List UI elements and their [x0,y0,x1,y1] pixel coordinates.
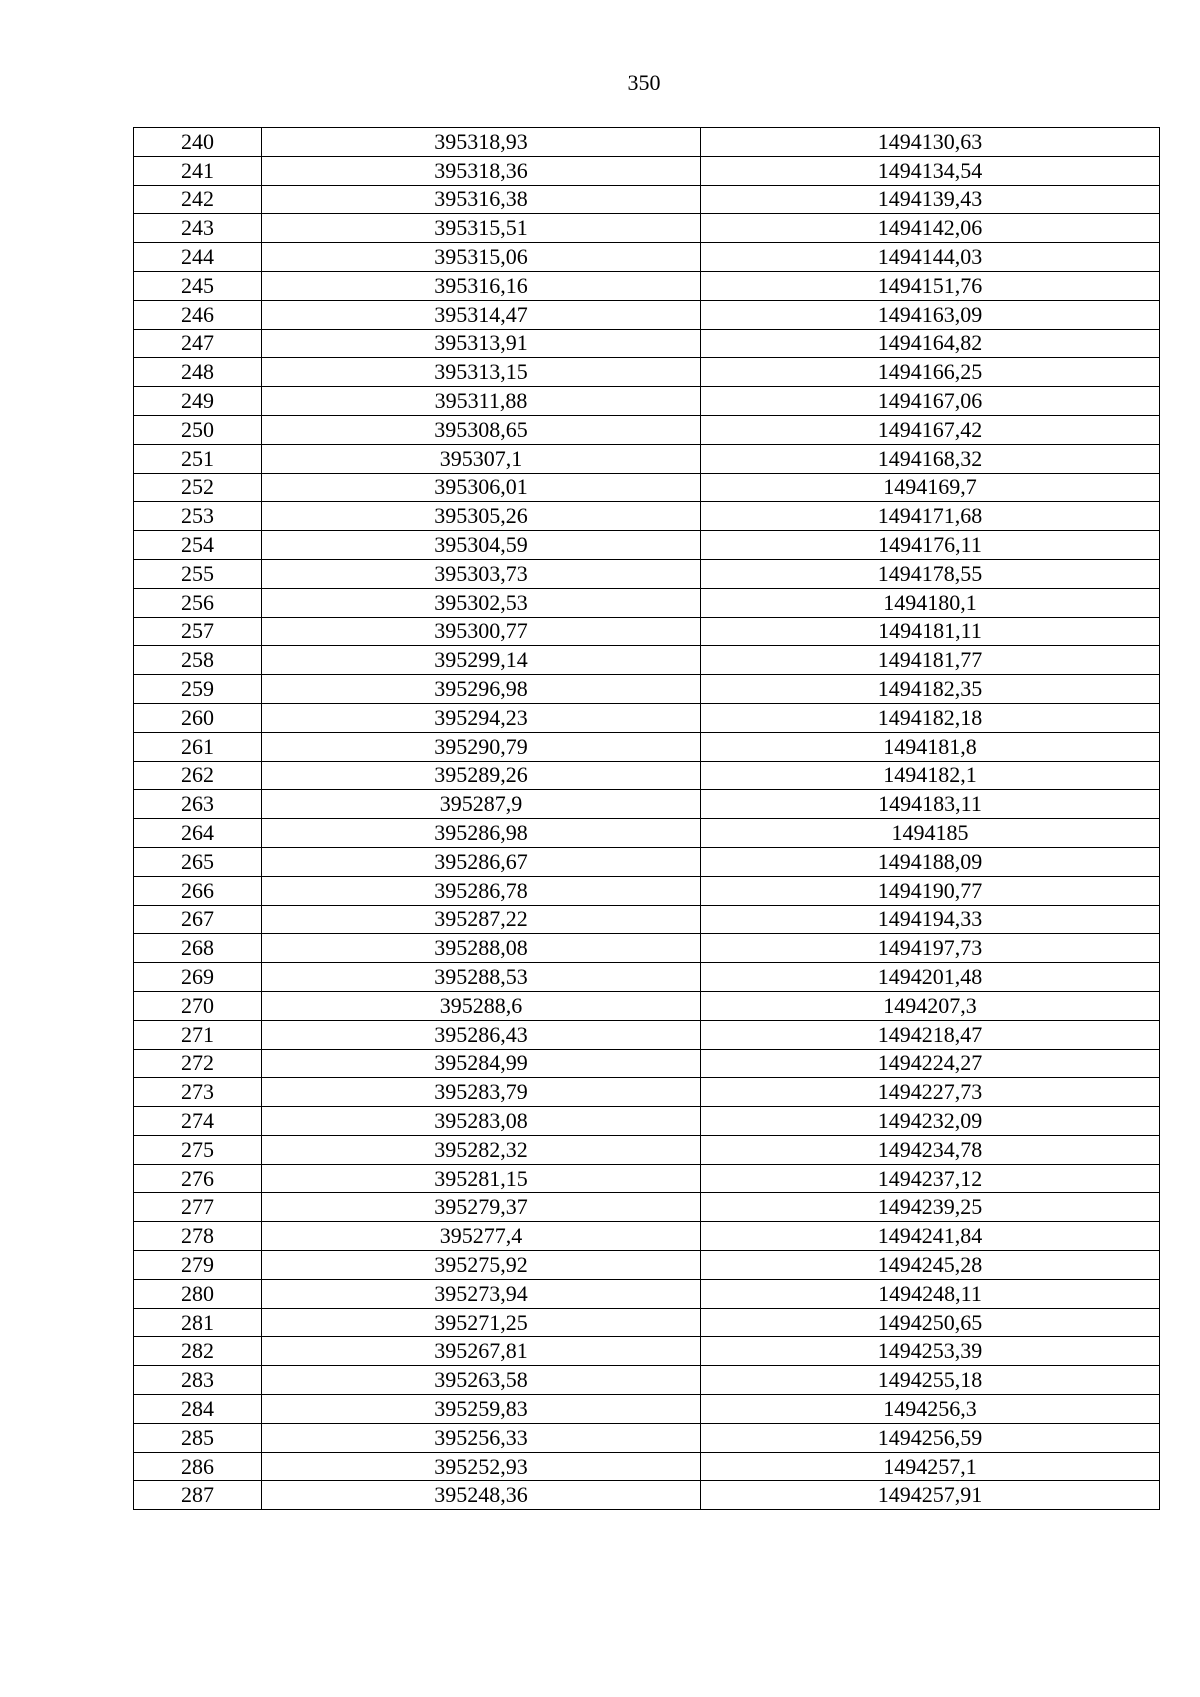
point-number-cell: 249 [134,387,262,416]
point-number-cell: 281 [134,1308,262,1337]
table-row [134,876,1160,905]
x-coordinate-cell: 395306,01 [262,473,701,502]
x-coordinate-cell: 395289,26 [262,761,701,790]
table-row [134,646,1160,675]
y-coordinate-cell: 1494255,18 [701,1366,1160,1395]
y-coordinate-cell: 1494166,25 [701,358,1160,387]
point-number-cell: 271 [134,1020,262,1049]
y-coordinate-cell: 1494182,1 [701,761,1160,790]
x-coordinate-cell: 395263,58 [262,1366,701,1395]
y-coordinate-cell: 1494183,11 [701,790,1160,819]
table-row [134,214,1160,243]
y-coordinate-cell: 1494201,48 [701,963,1160,992]
x-coordinate-cell: 395267,81 [262,1337,701,1366]
x-coordinate-cell: 395305,26 [262,502,701,531]
table-row [134,847,1160,876]
y-coordinate-cell: 1494245,28 [701,1251,1160,1280]
table-row [134,559,1160,588]
x-coordinate-cell: 395282,32 [262,1135,701,1164]
y-coordinate-cell: 1494168,32 [701,444,1160,473]
y-coordinate-cell: 1494256,59 [701,1423,1160,1452]
table-row [134,703,1160,732]
x-coordinate-cell: 395300,77 [262,617,701,646]
y-coordinate-cell: 1494237,12 [701,1164,1160,1193]
x-coordinate-cell: 395271,25 [262,1308,701,1337]
point-number-cell: 272 [134,1049,262,1078]
y-coordinate-cell: 1494167,06 [701,387,1160,416]
y-coordinate-cell: 1494182,35 [701,675,1160,704]
point-number-cell: 254 [134,531,262,560]
y-coordinate-cell: 1494181,11 [701,617,1160,646]
table-row [134,1107,1160,1136]
x-coordinate-cell: 395281,15 [262,1164,701,1193]
point-number-cell: 257 [134,617,262,646]
table-row [134,732,1160,761]
point-number-cell: 282 [134,1337,262,1366]
table-row [134,271,1160,300]
table-row [134,617,1160,646]
y-coordinate-cell: 1494188,09 [701,847,1160,876]
point-number-cell: 246 [134,300,262,329]
point-number-cell: 245 [134,271,262,300]
point-number-cell: 280 [134,1279,262,1308]
table-row [134,1423,1160,1452]
point-number-cell: 265 [134,847,262,876]
y-coordinate-cell: 1494171,68 [701,502,1160,531]
point-number-cell: 287 [134,1481,262,1510]
point-number-cell: 259 [134,675,262,704]
point-number-cell: 264 [134,819,262,848]
x-coordinate-cell: 395318,36 [262,156,701,185]
x-coordinate-cell: 395259,83 [262,1395,701,1424]
point-number-cell: 283 [134,1366,262,1395]
y-coordinate-cell: 1494227,73 [701,1078,1160,1107]
table-row [134,1481,1160,1510]
y-coordinate-cell: 1494163,09 [701,300,1160,329]
x-coordinate-cell: 395273,94 [262,1279,701,1308]
table-row [134,185,1160,214]
x-coordinate-cell: 395299,14 [262,646,701,675]
x-coordinate-cell: 395311,88 [262,387,701,416]
table-row [134,1164,1160,1193]
y-coordinate-cell: 1494180,1 [701,588,1160,617]
point-number-cell: 267 [134,905,262,934]
y-coordinate-cell: 1494167,42 [701,415,1160,444]
x-coordinate-cell: 395316,38 [262,185,701,214]
y-coordinate-cell: 1494234,78 [701,1135,1160,1164]
point-number-cell: 263 [134,790,262,819]
table-row [134,502,1160,531]
point-number-cell: 266 [134,876,262,905]
point-number-cell: 273 [134,1078,262,1107]
point-number-cell: 278 [134,1222,262,1251]
point-number-cell: 268 [134,934,262,963]
y-coordinate-cell: 1494257,1 [701,1452,1160,1481]
x-coordinate-cell: 395275,92 [262,1251,701,1280]
table-row [134,531,1160,560]
table-row [134,991,1160,1020]
table-row [134,329,1160,358]
point-number-cell: 276 [134,1164,262,1193]
y-coordinate-cell: 1494130,63 [701,128,1160,157]
point-number-cell: 252 [134,473,262,502]
x-coordinate-cell: 395286,43 [262,1020,701,1049]
y-coordinate-cell: 1494169,7 [701,473,1160,502]
x-coordinate-cell: 395286,67 [262,847,701,876]
table-row [134,358,1160,387]
table-row [134,819,1160,848]
x-coordinate-cell: 395315,06 [262,243,701,272]
point-number-cell: 274 [134,1107,262,1136]
y-coordinate-cell: 1494185 [701,819,1160,848]
x-coordinate-cell: 395314,47 [262,300,701,329]
x-coordinate-cell: 395286,98 [262,819,701,848]
y-coordinate-cell: 1494144,03 [701,243,1160,272]
point-number-cell: 269 [134,963,262,992]
point-number-cell: 261 [134,732,262,761]
point-number-cell: 251 [134,444,262,473]
point-number-cell: 242 [134,185,262,214]
point-number-cell: 240 [134,128,262,157]
table-row [134,1251,1160,1280]
y-coordinate-cell: 1494232,09 [701,1107,1160,1136]
x-coordinate-cell: 395283,08 [262,1107,701,1136]
point-number-cell: 262 [134,761,262,790]
y-coordinate-cell: 1494253,39 [701,1337,1160,1366]
y-coordinate-cell: 1494194,33 [701,905,1160,934]
x-coordinate-cell: 395286,78 [262,876,701,905]
y-coordinate-cell: 1494134,54 [701,156,1160,185]
x-coordinate-cell: 395316,16 [262,271,701,300]
x-coordinate-cell: 395277,4 [262,1222,701,1251]
point-number-cell: 270 [134,991,262,1020]
point-number-cell: 256 [134,588,262,617]
x-coordinate-cell: 395308,65 [262,415,701,444]
x-coordinate-cell: 395313,15 [262,358,701,387]
x-coordinate-cell: 395248,36 [262,1481,701,1510]
y-coordinate-cell: 1494182,18 [701,703,1160,732]
y-coordinate-cell: 1494176,11 [701,531,1160,560]
table-row [134,156,1160,185]
y-coordinate-cell: 1494248,11 [701,1279,1160,1308]
page-number: 350 [627,70,661,95]
x-coordinate-cell: 395288,53 [262,963,701,992]
y-coordinate-cell: 1494250,65 [701,1308,1160,1337]
table-row [134,415,1160,444]
table-row [134,761,1160,790]
table-row [134,1049,1160,1078]
x-coordinate-cell: 395296,98 [262,675,701,704]
table-row [134,1279,1160,1308]
point-number-cell: 260 [134,703,262,732]
point-number-cell: 258 [134,646,262,675]
x-coordinate-cell: 395307,1 [262,444,701,473]
table-row [134,444,1160,473]
y-coordinate-cell: 1494151,76 [701,271,1160,300]
point-number-cell: 275 [134,1135,262,1164]
table-row [134,1395,1160,1424]
x-coordinate-cell: 395279,37 [262,1193,701,1222]
x-coordinate-cell: 395284,99 [262,1049,701,1078]
x-coordinate-cell: 395294,23 [262,703,701,732]
table-row [134,473,1160,502]
y-coordinate-cell: 1494164,82 [701,329,1160,358]
x-coordinate-cell: 395315,51 [262,214,701,243]
table-row [134,1020,1160,1049]
y-coordinate-cell: 1494239,25 [701,1193,1160,1222]
point-number-cell: 244 [134,243,262,272]
point-number-cell: 248 [134,358,262,387]
y-coordinate-cell: 1494197,73 [701,934,1160,963]
point-number-cell: 286 [134,1452,262,1481]
x-coordinate-cell: 395287,9 [262,790,701,819]
point-number-cell: 253 [134,502,262,531]
y-coordinate-cell: 1494257,91 [701,1481,1160,1510]
table-row [134,1222,1160,1251]
table-row [134,790,1160,819]
y-coordinate-cell: 1494256,3 [701,1395,1160,1424]
table-row [134,1193,1160,1222]
y-coordinate-cell: 1494218,47 [701,1020,1160,1049]
point-number-cell: 243 [134,214,262,243]
table-row [134,1366,1160,1395]
x-coordinate-cell: 395252,93 [262,1452,701,1481]
y-coordinate-cell: 1494190,77 [701,876,1160,905]
y-coordinate-cell: 1494181,77 [701,646,1160,675]
y-coordinate-cell: 1494224,27 [701,1049,1160,1078]
x-coordinate-cell: 395303,73 [262,559,701,588]
y-coordinate-cell: 1494241,84 [701,1222,1160,1251]
table-row [134,934,1160,963]
y-coordinate-cell: 1494181,8 [701,732,1160,761]
x-coordinate-cell: 395287,22 [262,905,701,934]
x-coordinate-cell: 395318,93 [262,128,701,157]
table-row [134,1337,1160,1366]
table-row [134,675,1160,704]
x-coordinate-cell: 395256,33 [262,1423,701,1452]
y-coordinate-cell: 1494139,43 [701,185,1160,214]
coordinates-table-body [134,128,1160,1510]
point-number-cell: 250 [134,415,262,444]
table-row [134,1308,1160,1337]
y-coordinate-cell: 1494142,06 [701,214,1160,243]
table-row [134,387,1160,416]
point-number-cell: 284 [134,1395,262,1424]
coordinates-table [133,127,1160,1510]
x-coordinate-cell: 395302,53 [262,588,701,617]
table-row [134,963,1160,992]
point-number-cell: 277 [134,1193,262,1222]
x-coordinate-cell: 395290,79 [262,732,701,761]
x-coordinate-cell: 395304,59 [262,531,701,560]
table-row [134,128,1160,157]
point-number-cell: 279 [134,1251,262,1280]
table-row [134,1078,1160,1107]
y-coordinate-cell: 1494207,3 [701,991,1160,1020]
table-row [134,243,1160,272]
x-coordinate-cell: 395313,91 [262,329,701,358]
table-row [134,905,1160,934]
x-coordinate-cell: 395283,79 [262,1078,701,1107]
table-row [134,1135,1160,1164]
x-coordinate-cell: 395288,6 [262,991,701,1020]
table-row [134,1452,1160,1481]
point-number-cell: 241 [134,156,262,185]
point-number-cell: 285 [134,1423,262,1452]
table-row [134,588,1160,617]
y-coordinate-cell: 1494178,55 [701,559,1160,588]
x-coordinate-cell: 395288,08 [262,934,701,963]
point-number-cell: 247 [134,329,262,358]
table-row [134,300,1160,329]
point-number-cell: 255 [134,559,262,588]
